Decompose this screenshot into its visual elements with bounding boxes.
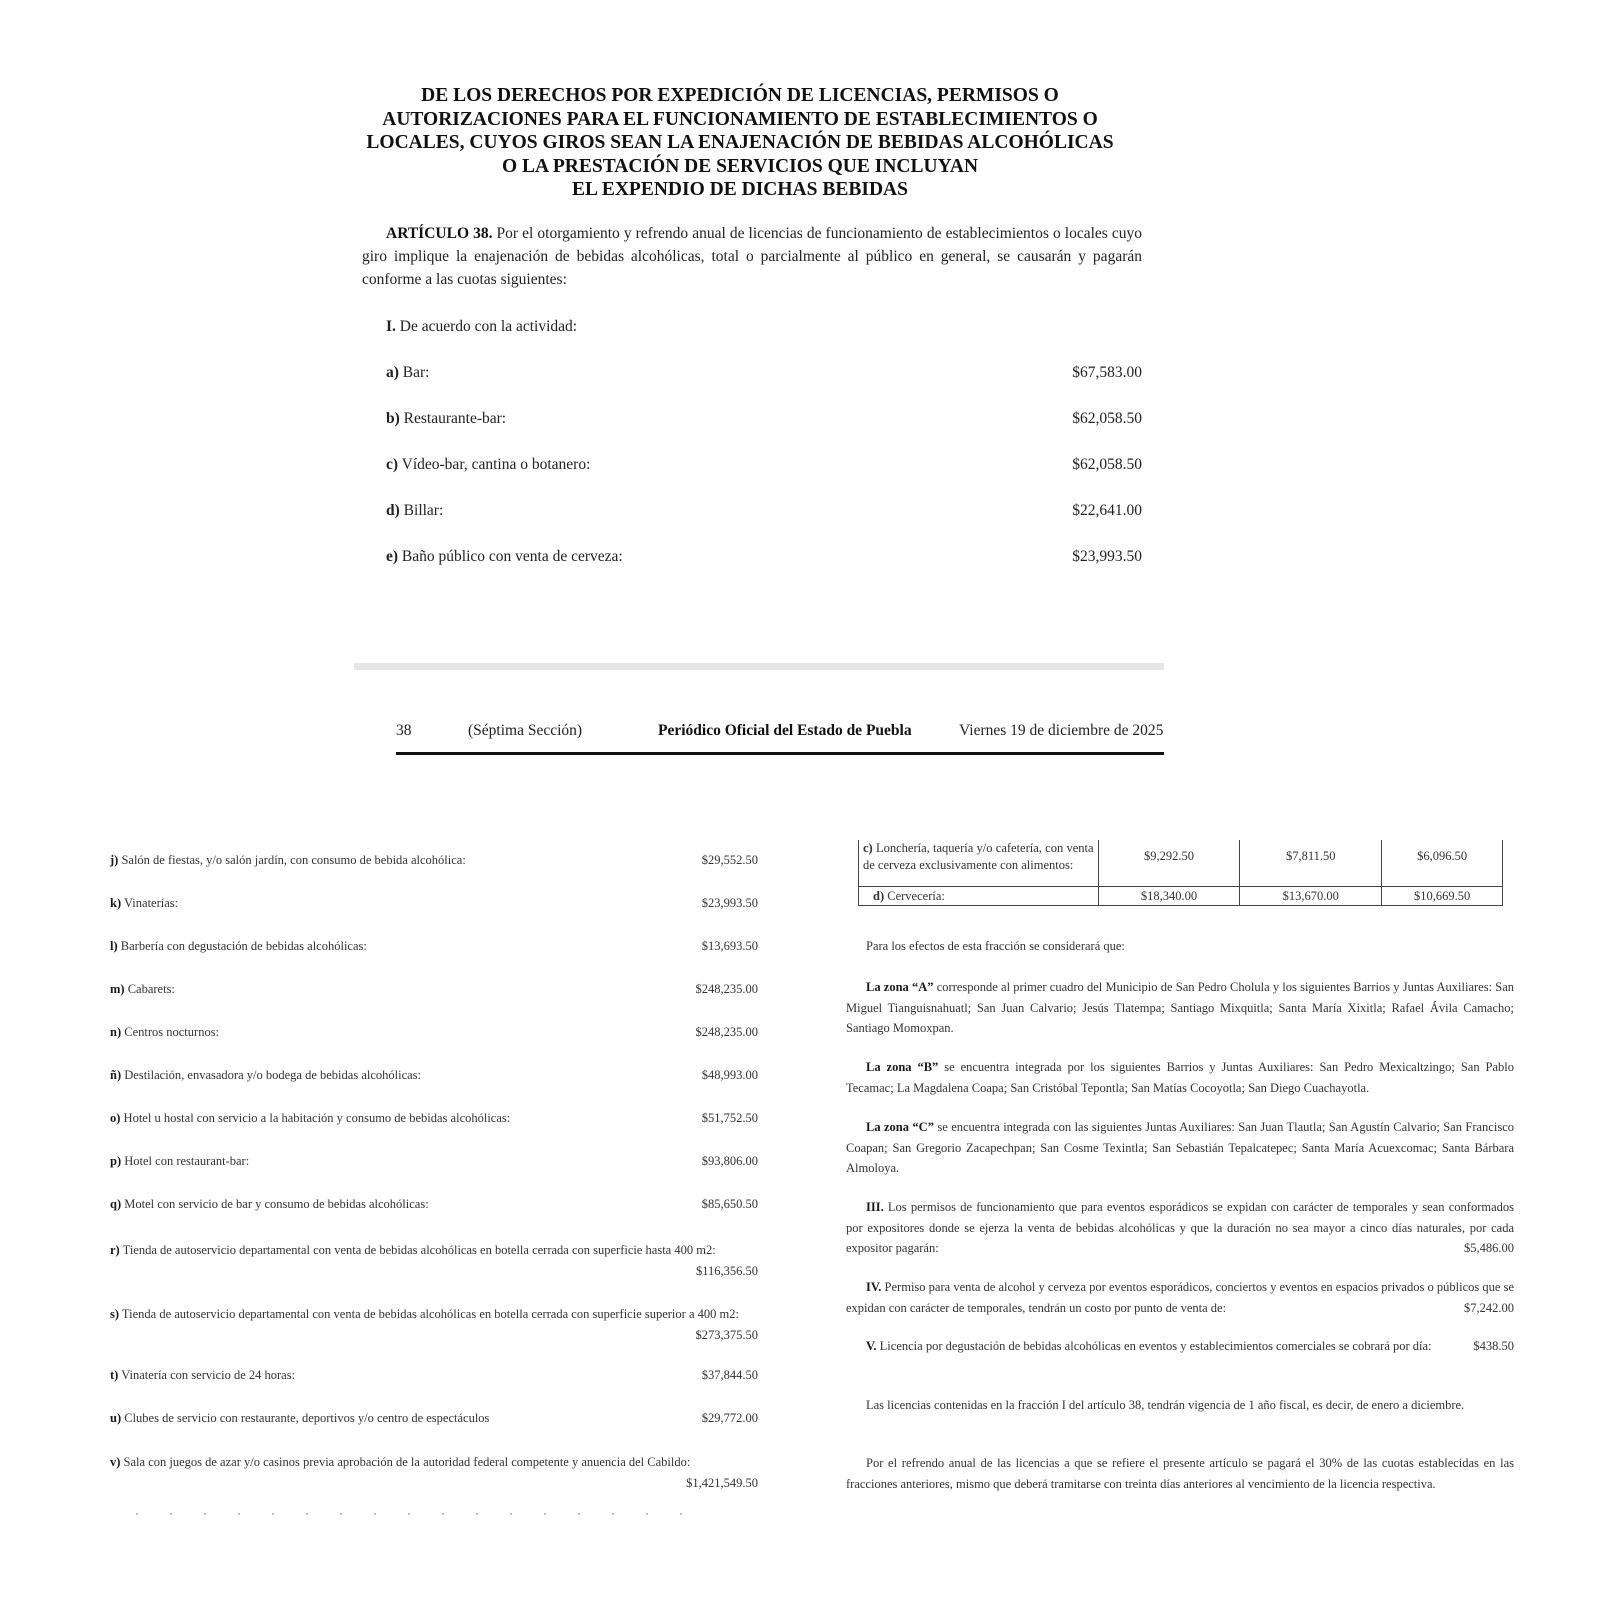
item-amount: $29,772.00: [701, 1411, 758, 1425]
fee-paragraph: [90, 1304, 758, 1346]
item-label: Lonchería, taquería y/o cafetería, con venta de cerveza exclusivamente con alimentos:: [863, 840, 1094, 872]
item-label: Barbería con degustación de bebidas alcohólicas:: [117, 939, 367, 953]
table-cell-zona-a: $18,340.00: [1098, 887, 1240, 906]
item-label: Motel con servicio de bar y consumo de bebidas alcohólicas:: [121, 1197, 429, 1211]
item-label: Centros nocturnos:: [121, 1025, 220, 1039]
item-letter: v): [110, 1455, 121, 1469]
item-amount: $85,650.50: [701, 1197, 758, 1211]
fraction-label: I.: [386, 318, 396, 335]
table-cell-zona-c: $6,096.50: [1382, 840, 1503, 887]
fraction-amount: $5,486.00: [1464, 1241, 1514, 1255]
fraction-amount: $7,242.00: [1464, 1300, 1514, 1315]
item-amount: $248,235.00: [695, 982, 758, 996]
fee-row: [110, 1154, 758, 1169]
item-letter: u): [110, 1411, 122, 1425]
item-amount: $13,693.50: [701, 939, 758, 953]
fee-row: [110, 1368, 758, 1383]
item-amount: $248,235.00: [695, 1025, 758, 1039]
item-amount: $93,806.00: [701, 1154, 758, 1168]
fraction-label: III.: [866, 1200, 884, 1214]
item-letter: a): [386, 364, 399, 381]
page-number: 38: [396, 722, 412, 739]
item-label: Cabarets:: [124, 982, 175, 996]
fraction-amount: $438.50: [1473, 1339, 1514, 1353]
fraction-iv-paragraph: [846, 1277, 1514, 1318]
item-label: Tienda de autoservicio departamental con venta de bebidas alcohólicas en botella cerrada con superficie superior a 400 m2:: [119, 1307, 739, 1321]
refrendo-paragraph: Por el refrendo anual de las licencias a que se refiere el presente artículo se pagará el 30% de las cuotas establecidas en las fracciones anteriores, mismo que deberá tramitarse con treinta días anteriores al vencimiento de la licencia respectiva.: [846, 1456, 1514, 1491]
vigencia-paragraph: Las licencias contenidas en la fracción I del artículo 38, tendrán vigencia de 1 año fiscal, es decir, de enero a diciembre.: [866, 1398, 1465, 1412]
item-label: Hotel con restaurant-bar:: [121, 1154, 250, 1168]
item-amount: $23,993.50: [1072, 548, 1142, 565]
zone-fee-table: [856, 840, 1506, 916]
title-line: O LA PRESTACIÓN DE SERVICIOS QUE INCLUYAN: [501, 155, 979, 177]
fee-row: [110, 1025, 758, 1040]
title-line: LOCALES, CUYOS GIROS SEAN LA ENAJENACIÓN DE BEBIDAS ALCOHÓLICAS: [366, 132, 1114, 153]
table-cell-label: [859, 840, 1099, 887]
fee-row: [110, 939, 758, 954]
item-letter: m): [110, 982, 125, 996]
fee-row: [386, 548, 1142, 566]
fee-row: [386, 456, 1142, 474]
item-letter: r): [110, 1243, 120, 1257]
publication-name: Periódico Oficial del Estado de Puebla: [658, 722, 912, 739]
item-label: Clubes de servicio con restaurante, deportivos y/o centro de espectáculos: [121, 1411, 490, 1425]
table-cell-label: [859, 887, 1099, 906]
table-cell-zona-a: $9,292.50: [1098, 840, 1240, 887]
item-label: Cervecería:: [884, 888, 945, 903]
item-amount: $1,421,549.50: [686, 1476, 758, 1490]
item-letter: d): [386, 502, 400, 519]
item-amount: $23,993.50: [701, 896, 758, 910]
item-amount: $62,058.50: [1072, 410, 1142, 427]
fee-row: [386, 364, 1142, 382]
zona-text: corresponde al primer cuadro del Municipio de San Pedro Cholula y los siguientes Barrios y Juntas Auxiliares: San Miguel Tianguisnahuatl; San Juan Calvario; Jesús Tlatempa; Santiago Mixquitla; Santa María Xixitla; Rafael Ávila Camacho; Santiago Momoxpan.: [846, 980, 1514, 1035]
item-amount: $273,375.50: [695, 1328, 758, 1342]
item-letter: c): [863, 840, 873, 855]
fraction-i-heading: [386, 318, 577, 336]
fee-row: [386, 502, 1142, 520]
cut-off-text-line: [120, 1513, 700, 1515]
fee-row: [110, 1068, 758, 1083]
item-label: Hotel u hostal con servicio a la habitación y consumo de bebidas alcohólicas:: [120, 1111, 511, 1125]
item-letter: k): [110, 896, 122, 910]
fee-row: [110, 1411, 758, 1426]
item-label: Sala con juegos de azar y/o casinos previa aprobación de la autoridad federal competente y anuencia del Cabildo:: [120, 1455, 691, 1469]
fraction-text: Licencia por degustación de bebidas alcohólicas en eventos y establecimientos comerciales se cobrará por día:: [876, 1339, 1432, 1353]
item-amount: $37,844.50: [701, 1368, 758, 1382]
zona-b-paragraph: [846, 1057, 1514, 1098]
fraction-label: IV.: [866, 1280, 882, 1294]
fee-paragraph: [90, 1452, 758, 1494]
section-label: (Séptima Sección): [468, 722, 583, 739]
fee-row: [110, 896, 758, 911]
item-amount: $67,583.00: [1072, 364, 1142, 381]
item-label: Salón de fiestas, y/o salón jardín, con consumo de bebida alcohólica:: [118, 853, 466, 867]
title-line: DE LOS DERECHOS POR EXPEDICIÓN DE LICENCIAS, PERMISOS O: [421, 85, 1059, 106]
table-row: [859, 887, 1503, 906]
item-letter: e): [386, 548, 399, 565]
title-line: EL EXPENDIO DE DICHAS BEBIDAS: [572, 179, 908, 200]
item-label: Destilación, envasadora y/o bodega de bebidas alcohólicas:: [121, 1068, 422, 1082]
zona-text: se encuentra integrada con las siguientes Juntas Auxiliares: San Juan Tlautla; San Agustín Calvario; San Francisco Coapan; San Gregorio Zacapechpan; San Cosme Texintla; San Sebastián Tepalcatepec; Santa María Acuexcomac; Santa Bárbara Almoloya.: [846, 1120, 1514, 1175]
article-38-paragraph: [362, 222, 1142, 291]
item-letter: ñ): [110, 1068, 122, 1082]
item-letter: b): [386, 410, 400, 427]
title-line: AUTORIZACIONES PARA EL FUNCIONAMIENTO DE ESTABLECIMIENTOS O: [382, 108, 1098, 130]
item-letter: p): [110, 1154, 122, 1168]
item-label: Tienda de autoservicio departamental con venta de bebidas alcohólicas en botella cerrada con superficie hasta 400 m2:: [119, 1243, 716, 1257]
zona-label: La zona “B”: [866, 1060, 939, 1074]
fraction-intro: Para los efectos de esta fracción se considerará que:: [866, 939, 1125, 953]
item-letter: n): [110, 1025, 122, 1039]
zona-a-paragraph: [846, 977, 1514, 1039]
item-amount: $116,356.50: [695, 1264, 758, 1278]
table-cell-zona-b: $13,670.00: [1240, 887, 1382, 906]
item-label: Vinatería con servicio de 24 horas:: [118, 1368, 296, 1382]
item-letter: j): [110, 853, 119, 867]
fee-paragraph: [90, 1240, 758, 1282]
zona-label: La zona “A”: [866, 980, 934, 994]
item-letter: o): [110, 1111, 121, 1125]
item-letter: t): [110, 1368, 119, 1382]
item-letter: c): [386, 456, 399, 473]
table-row: [859, 840, 1503, 887]
item-label: Vídeo-bar, cantina o botanero:: [398, 456, 591, 473]
item-label: Billar:: [399, 502, 444, 519]
item-amount: $22,641.00: [1072, 502, 1142, 519]
fee-row: [110, 1197, 758, 1212]
fraction-v-paragraph: [846, 1336, 1514, 1357]
fraction-label: V.: [866, 1339, 877, 1353]
table-cell-zona-c: $10,669.50: [1382, 887, 1503, 906]
item-label: Vinaterías:: [121, 896, 179, 910]
item-amount: $48,993.00: [701, 1068, 758, 1082]
fraction-text: Los permisos de funcionamiento que para eventos esporádicos se expidan con carácter de temporales y sean conformados por expositores donde se ejerza la venta de bebidas alcohólicas y que la duración no sea mayor a cinco días naturales, por cada expositor pagarán:: [846, 1200, 1514, 1255]
item-letter: s): [110, 1307, 120, 1321]
item-letter: l): [110, 939, 118, 953]
zona-text: se encuentra integrada por los siguientes Barrios y Juntas Auxiliares: San Pedro Mexicaltzingo; San Pablo Tecamac; La Magdalena Coapa; San Cristóbal Tepontla; San Matías Cocoyotla; San Diego Cuachayotla.: [846, 1060, 1514, 1095]
item-label: Restaurante-bar:: [399, 410, 507, 427]
page-header: [396, 722, 1164, 755]
section-title: [340, 84, 1140, 202]
article-text: Por el otorgamiento y refrendo anual de licencias de funcionamiento de establecimientos o locales cuyo giro implique la enajenación de bebidas alcohólicas, total o parcialmente al público en general, se causarán y pagarán conforme a las cuotas siguientes:: [362, 225, 1143, 288]
item-label: Baño público con venta de cerveza:: [398, 548, 623, 565]
fraction-text: Permiso para venta de alcohol y cerveza por eventos esporádicos, conciertos y eventos en espacios privados o públicos que se expidan con carácter de temporales, tendrán un costo por punto de venta de:: [846, 1280, 1514, 1315]
fee-row: [110, 1111, 758, 1126]
zona-c-paragraph: [846, 1117, 1514, 1179]
article-label: ARTÍCULO 38.: [386, 225, 493, 242]
item-letter: d): [873, 888, 885, 903]
fee-row: [110, 982, 758, 997]
zona-label: La zona “C”: [866, 1120, 934, 1134]
page-separator: [354, 663, 1164, 670]
fee-row: [110, 853, 758, 868]
item-amount: $62,058.50: [1072, 456, 1142, 473]
item-amount: $29,552.50: [701, 853, 758, 867]
table-cell-zona-b: $7,811.50: [1240, 840, 1382, 887]
fraction-iii-paragraph: [846, 1197, 1514, 1259]
item-label: Bar:: [398, 364, 430, 381]
fraction-text: De acuerdo con la actividad:: [395, 318, 578, 335]
item-amount: $51,752.50: [701, 1111, 758, 1125]
publication-date: Viernes 19 de diciembre de 2025: [959, 722, 1164, 739]
item-letter: q): [110, 1197, 122, 1211]
fee-row: [386, 410, 1142, 428]
